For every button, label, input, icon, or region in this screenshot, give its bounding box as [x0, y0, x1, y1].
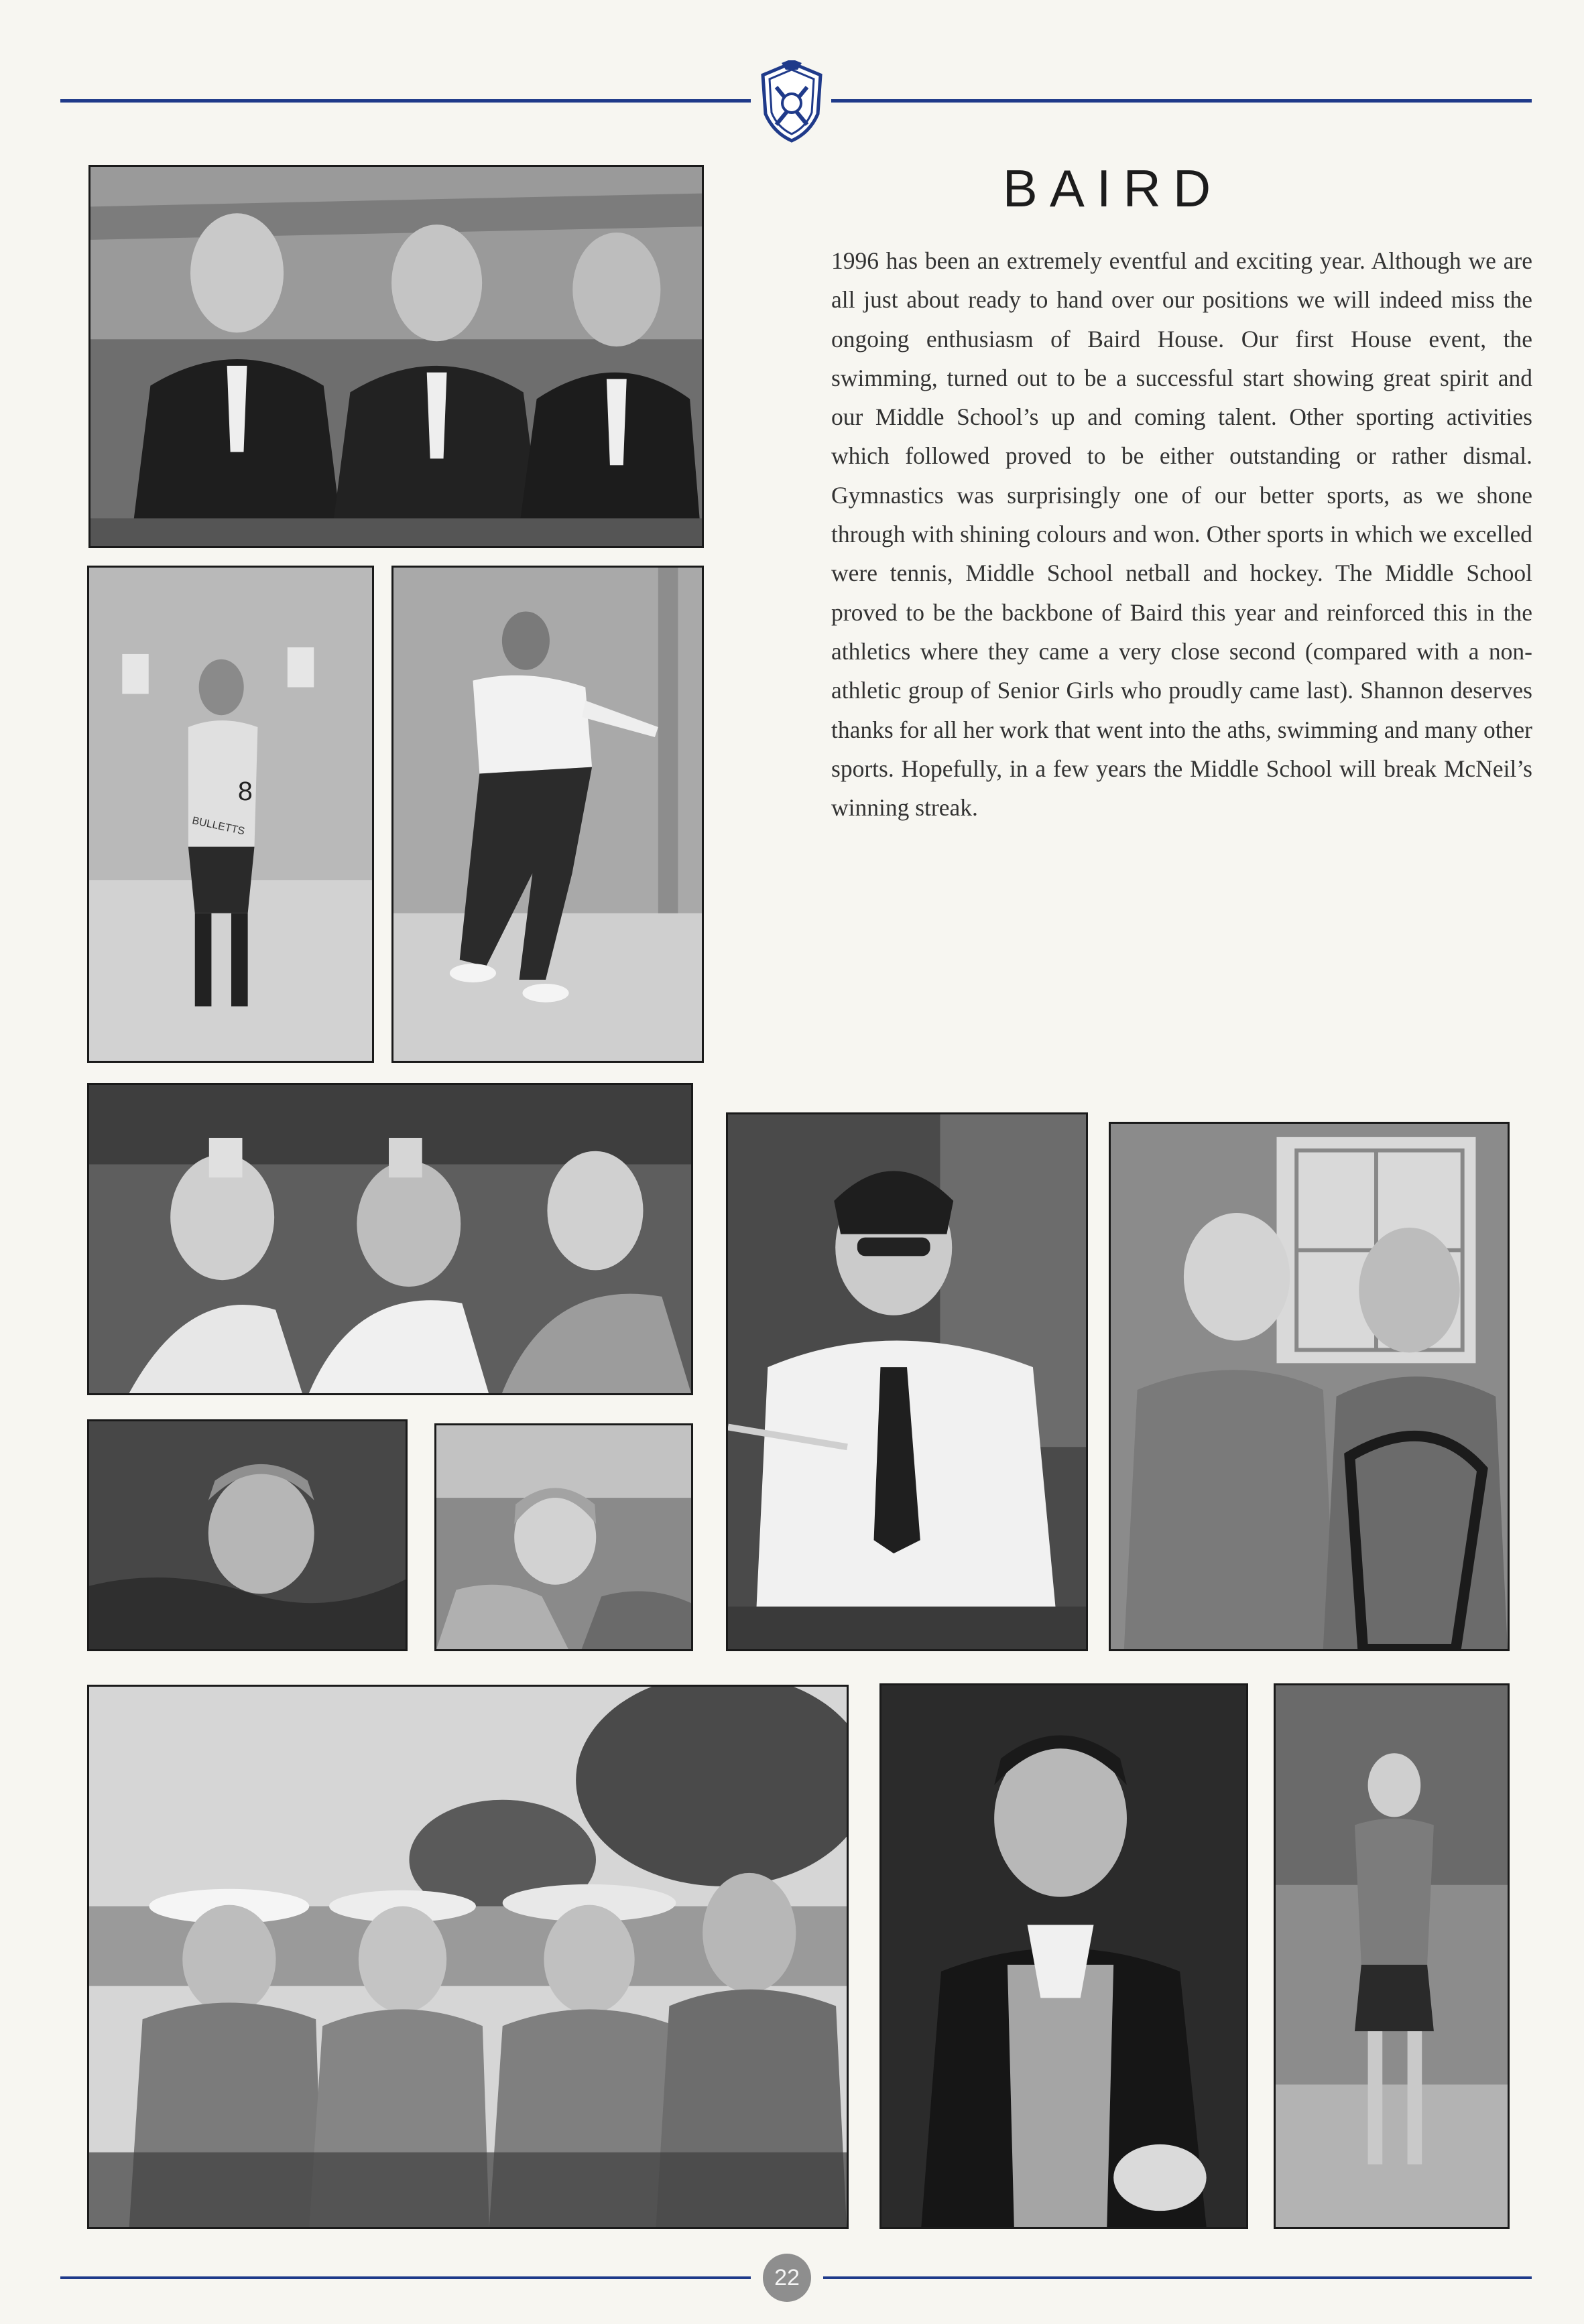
photo-two-girls-windswept — [1109, 1122, 1510, 1651]
jersey-text: BULLETTS — [190, 815, 246, 838]
photo-three-girls-cheering — [87, 1083, 693, 1395]
photo-house-captains — [88, 165, 704, 548]
page-number-badge — [763, 2254, 811, 2302]
footer-rule-right — [823, 2276, 1532, 2279]
jersey-number: 8 — [237, 777, 253, 807]
header-rule-right — [831, 99, 1532, 103]
photo-girl-sunglasses — [726, 1112, 1088, 1651]
header-rule-left — [60, 99, 751, 103]
photo-girl-in-pool — [87, 1419, 408, 1651]
photo-girl-swim-cap — [434, 1423, 693, 1651]
photo-girl-formal-attire — [879, 1683, 1248, 2229]
photo-basketball-player — [87, 566, 374, 1063]
photo-girl-running — [1274, 1683, 1510, 2229]
school-crest-icon — [756, 60, 827, 143]
photo-four-girls-hats — [87, 1685, 849, 2229]
page-title: BAIRD — [1002, 159, 1223, 218]
article-body: 1996 has been an extremely eventful and exciting year. Although we are all just about ready to hand over our positions we will indeed miss the ongoing enthusiasm of Baird House. Our first House event, the swimming, turned out to be a successful start showing great spirit and our Middle School’s up and coming talent. Other sporting activities which followed proved to be either outstanding or rather dismal. Gymnastics was surprisingly one of our better sports, as we shone through with shining colours and won. Other sports in which we excelled were tennis, Middle School netball and hockey. The Middle School proved to be the backbone of Baird this year and reinforced this in the athletics where they came a very close second (compared with a non-athletic group of Senior Girls who proudly came last). Shannon deserves thanks for all her work that went into the aths, swimming and many other sports. Hopefully, in a few years the Middle School will break McNeil’s winning streak. — [831, 247, 1532, 822]
page-number: 22 — [774, 2264, 800, 2290]
photo-badminton-player — [391, 566, 704, 1063]
footer-rule-left — [60, 2276, 751, 2279]
